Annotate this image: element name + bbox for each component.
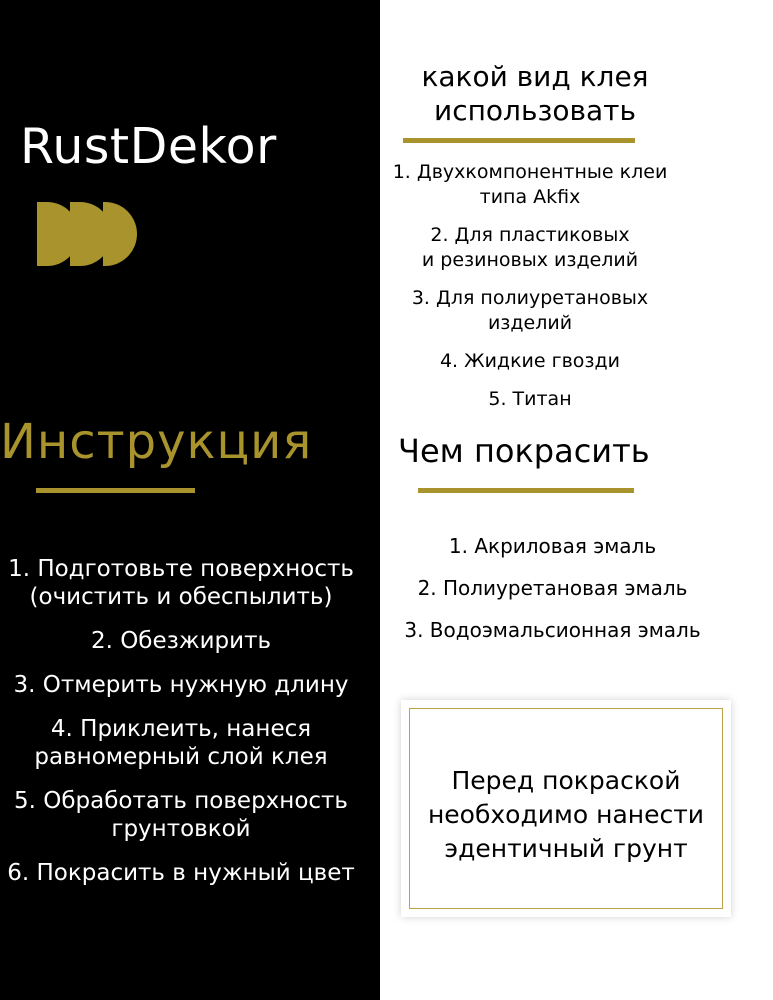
instruction-title: Инструкция (0, 414, 313, 470)
list-item (375, 223, 685, 273)
glue-4-line-1: 4. Жидкие гвозди (439, 350, 621, 372)
glue-1-line-2: типа Akfix (479, 186, 581, 208)
glue-title-line-2: использовать (434, 94, 636, 127)
glue-1-line-1: 1. Двухкомпонентные клеи (392, 161, 668, 183)
instruction-steps-list (0, 555, 362, 903)
list-item (0, 715, 362, 771)
list-item (0, 627, 362, 655)
step-1-line-2: (очистить и обеспылить) (29, 584, 333, 610)
notice-line-1: Перед покраской (451, 766, 681, 795)
paint-title: Чем покрасить (398, 432, 650, 470)
notice-line-3: эдентичный грунт (444, 834, 688, 863)
glue-3-line-1: 3. Для полиуретановых (411, 287, 649, 309)
glue-5-line-1: 5. Титан (488, 388, 572, 410)
list-item (0, 671, 362, 699)
three-gold-half-circles-icon (37, 202, 137, 266)
instruction-divider (36, 488, 195, 493)
list-item (375, 349, 685, 374)
glue-title-line-1: какой вид клея (421, 60, 649, 93)
step-6-line-1: 6. Покрасить в нужный цвет (7, 860, 355, 886)
list-item: 1. Акриловая эмаль (448, 534, 657, 558)
list-item (375, 160, 685, 210)
glue-2-line-2: и резиновых изделий (421, 249, 639, 271)
brand-name: RustDekor (20, 118, 277, 175)
glue-title (390, 60, 680, 128)
list-item: 2. Полиуретановая эмаль (417, 576, 688, 600)
step-4-line-2: равномерный слой клея (34, 744, 328, 770)
list-item (0, 787, 362, 843)
notice-box (401, 700, 731, 917)
step-5-line-1: 5. Обработать поверхность (14, 788, 348, 814)
list-item: 3. Водоэмальсионная эмаль (404, 618, 701, 642)
glue-types-list (375, 160, 685, 425)
step-1-line-1: 1. Подготовьте поверхность (8, 556, 354, 582)
step-2-line-1: 2. Обезжирить (90, 628, 272, 654)
glue-2-line-1: 2. Для пластиковых (430, 224, 630, 246)
paint-types-list (375, 533, 730, 659)
left-panel (0, 0, 380, 1000)
notice-text (401, 764, 731, 866)
step-4-line-1: 4. Приклеить, нанеся (50, 716, 312, 742)
glue-divider (403, 138, 635, 143)
list-item (375, 286, 685, 336)
list-item (375, 387, 685, 412)
list-item (0, 859, 362, 887)
step-5-line-2: грунтовкой (111, 816, 251, 842)
notice-line-2: необходимо нанести (427, 800, 705, 829)
step-3-line-1: 3. Отмерить нужную длину (13, 672, 349, 698)
glue-3-line-2: изделий (487, 312, 573, 334)
paint-divider (418, 488, 634, 493)
list-item (0, 555, 362, 611)
